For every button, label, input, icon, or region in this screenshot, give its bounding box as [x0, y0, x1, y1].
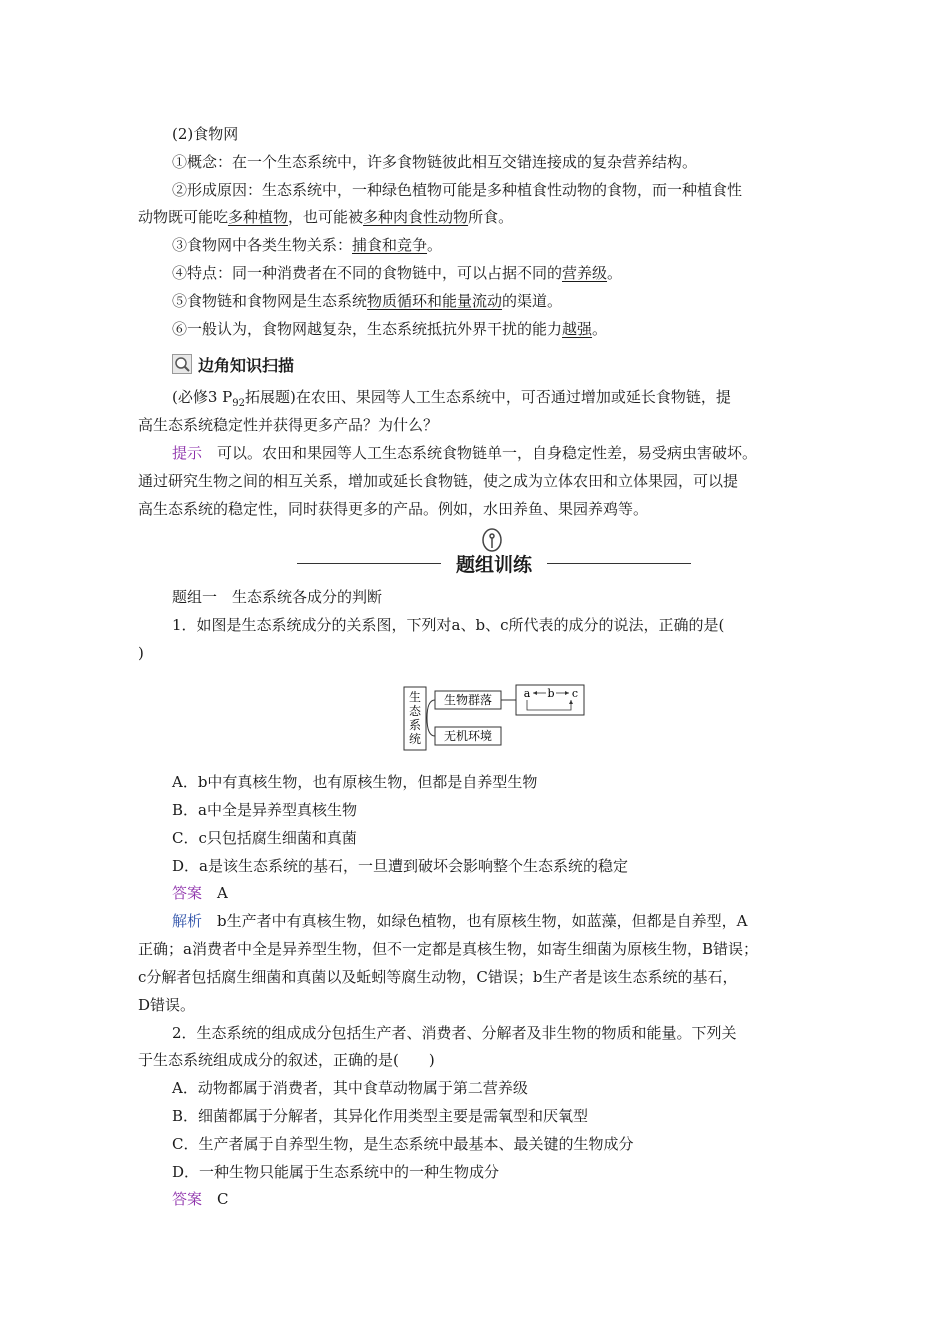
relation-paragraph [172, 235, 852, 255]
corner-title-text: 边角知识扫描 [198, 355, 295, 375]
answer-value: C [202, 1190, 229, 1208]
text: 所食。 [468, 208, 514, 226]
question1-line1: 1．如图是生态系统成分的关系图，下列对a、b、c所代表的成分的说法，正确的是( [172, 616, 725, 634]
hint-line2: 通过研究生物之间的相互关系，增加或延长食物链，使之成为立体农田和立体果园，可以提 [138, 472, 739, 490]
group-title: 题组一 生态系统各成分的判断 [172, 588, 383, 606]
answer-label: 答案 [172, 884, 203, 902]
feature-paragraph [172, 263, 852, 283]
text: 拓展题)在农田、果园等人工生态系统中，可否通过增加或延长食物链，提 [245, 388, 731, 406]
arrowhead [533, 691, 537, 695]
underlined-term: 多种肉食性动物 [363, 208, 469, 226]
q2-answer [172, 1189, 852, 1209]
chain-a: a [523, 687, 531, 700]
q2-option-d: D．一种生物只能属于生态系统中的一种生物成分 [172, 1163, 500, 1181]
ecosystem-char-1: 生 [408, 690, 422, 704]
brace [427, 700, 435, 736]
underlined-term: 多种植物 [228, 208, 289, 226]
text: ，也可能被 [288, 208, 364, 226]
hint-line1 [172, 443, 852, 463]
q1-explanation-line4: D错误。 [138, 996, 196, 1014]
q1-option-a: A．b中有真核生物，也有原核生物，但都是自养型生物 [172, 773, 538, 791]
banner-title: 题组训练 [455, 554, 532, 576]
channel-paragraph [172, 291, 852, 311]
text: 动物既可能吃 [138, 208, 229, 226]
answer-value: A [202, 884, 228, 902]
cause-paragraph-line2 [138, 207, 818, 227]
question2-line2: 于生态系统组成成分的叙述，正确的是( ) [138, 1051, 435, 1069]
text: ⑥一般认为，食物网越复杂，生态系统抵抗外界干扰的能力 [172, 320, 563, 338]
explanation-label: 解析 [172, 912, 203, 930]
community-label: 生物群落 [443, 693, 493, 707]
page-subscript: 92 [232, 398, 245, 409]
arrowhead [565, 691, 569, 695]
q1-explanation-line2: 正确；a消费者中全是异养型生物，但不一定都是真核生物，如寄生细菌为原核生物，B错误； [138, 940, 758, 958]
q1-explanation-line3: c分解者包括腐生细菌和真菌以及蚯蚓等腐生动物，C错误；b生产者是该生态系统的基石， [138, 968, 738, 986]
q2-option-c: C．生产者属于自养型生物，是生态系统中最基本、最关键的生物成分 [172, 1135, 634, 1153]
underlined-term: 营养级 [562, 264, 608, 282]
text: 可以。农田和果园等人工生态系统食物链单一，自身稳定性差，易受病虫害破坏。 [202, 444, 758, 462]
question2-line1: 2．生态系统的组成成分包括生产者、消费者、分解者及非生物的物质和能量。下列关 [172, 1024, 737, 1042]
underlined-term: 越强 [562, 320, 593, 338]
underlined-term: 捕食和竞争 [352, 236, 428, 254]
q2-option-b: B．细菌都属于分解者，其异化作用类型主要是需氧型和厌氧型 [172, 1107, 589, 1125]
arrowhead [569, 700, 573, 704]
hint-line3: 高生态系统的稳定性，同时获得更多的产品。例如，水田养鱼、果园养鸡等。 [138, 500, 649, 518]
q1-option-c: C．c只包括腐生细菌和真菌 [172, 829, 357, 847]
answer-label: 答案 [172, 1190, 203, 1208]
divider-right [547, 563, 691, 564]
ecosystem-char-4: 统 [408, 732, 422, 746]
text: 的渠道。 [502, 292, 563, 310]
environment-label: 无机环境 [443, 729, 493, 743]
chain-c: c [571, 687, 579, 700]
text: ⑤食物链和食物网是生态系统 [172, 292, 368, 310]
divider-left [297, 563, 441, 564]
complexity-paragraph [172, 319, 852, 339]
text: 。 [607, 264, 623, 282]
corner-section-title [172, 352, 294, 376]
text: 。 [592, 320, 608, 338]
q1-option-b: B．a中全是异养型真核生物 [172, 801, 357, 819]
food-web-heading: (2)食物网 [172, 125, 239, 143]
magnifier-icon [172, 354, 192, 374]
text: ③食物网中各类生物关系： [172, 236, 353, 254]
training-banner [297, 528, 691, 578]
q1-explanation-line1 [172, 911, 852, 931]
text: (必修3 P [172, 388, 233, 406]
q1-answer [172, 883, 852, 903]
text: 。 [427, 236, 443, 254]
concept-paragraph: ①概念：在一个生态系统中，许多食物链彼此相互交错连接成的复杂营养结构。 [172, 153, 698, 171]
hint-label: 提示 [172, 444, 203, 462]
q2-option-a: A．动物都属于消费者，其中食草动物属于第二营养级 [172, 1079, 528, 1097]
ecosystem-char-2: 态 [408, 704, 422, 718]
question1-line2: ) [138, 644, 144, 662]
cause-paragraph-line1: ②形成原因：生态系统中，一种绿色植物可能是多种植食性动物的食物，而一种植食性 [172, 181, 743, 199]
corner-question-line2: 高生态系统稳定性并获得更多产品？为什么？ [138, 416, 439, 434]
corner-question-line1 [172, 387, 852, 414]
underlined-term: 物质循环和能量流动 [367, 292, 503, 310]
text: ④特点：同一种消费者在不同的食物链中，可以占据不同的 [172, 264, 563, 282]
ecosystem-diagram [403, 682, 587, 752]
q1-option-d: D．a是该生态系统的基石，一旦遭到破坏会影响整个生态系统的稳定 [172, 857, 628, 875]
chain-b: b [547, 687, 555, 700]
return-arrow [527, 700, 571, 710]
pen-nib-icon [480, 528, 504, 552]
ecosystem-char-3: 系 [408, 718, 422, 732]
text: b生产者中有真核生物，如绿色植物，也有原核生物，如蓝藻，但都是自养型，A [202, 912, 748, 930]
